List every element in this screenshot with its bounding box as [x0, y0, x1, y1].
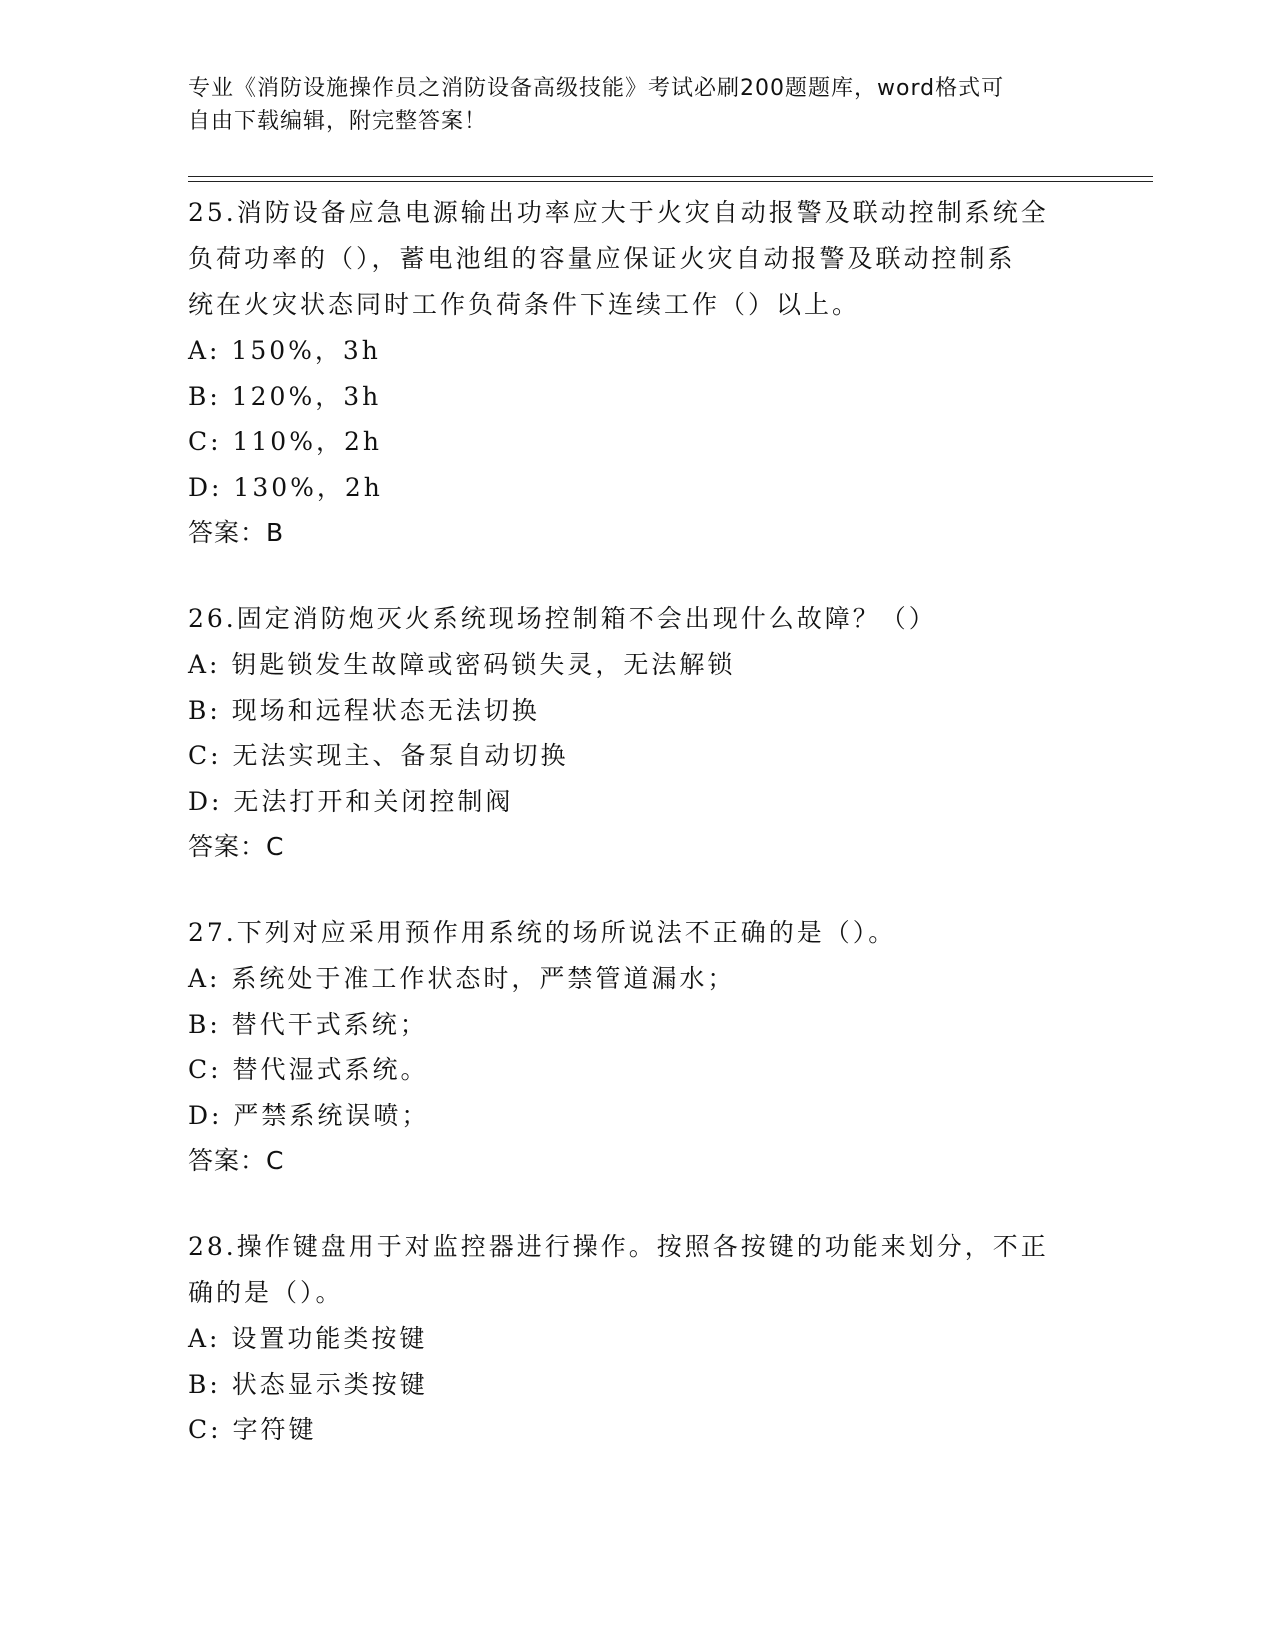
answer: 答案：B [188, 518, 285, 547]
option-b: B: 现场和远程状态无法切换 [188, 695, 540, 725]
question-text-line: 25.消防设备应急电源输出功率应大于火灾自动报警及联动控制系统全 [188, 198, 1049, 227]
question-28 [188, 1224, 1088, 1453]
option-d: D: 130%，2h [188, 472, 383, 502]
option-b: B: 状态显示类按键 [188, 1369, 428, 1399]
question-text-line: 确的是（）。 [188, 1278, 344, 1307]
question-text-line: 28.操作键盘用于对监控器进行操作。按照各按键的功能来划分，不正 [188, 1232, 1049, 1261]
header-line-1: 专业《消防设施操作员之消防设备高级技能》考试必刷200题题库，word格式可 [188, 76, 1005, 101]
question-text-line: 27.下列对应采用预作用系统的场所说法不正确的是（）。 [188, 918, 897, 947]
option-a: A: 系统处于准工作状态时，严禁管道漏水； [188, 964, 736, 993]
answer: 答案：C [188, 832, 285, 861]
option-c: C: 字符键 [188, 1415, 317, 1444]
option-a: A: 钥匙锁发生故障或密码锁失灵，无法解锁 [188, 650, 736, 679]
question-27 [188, 910, 1088, 1183]
document-header [188, 72, 1088, 138]
question-text-line: 统在火灾状态同时工作负荷条件下连续工作（）以上。 [188, 290, 861, 319]
option-a: A: 设置功能类按键 [188, 1324, 428, 1353]
option-d: D: 严禁系统误喷； [188, 1100, 430, 1130]
option-c: C: 替代湿式系统。 [188, 1055, 429, 1084]
header-divider-top [188, 176, 1153, 177]
option-c: C: 110%，2h [188, 427, 382, 456]
question-26 [188, 596, 1088, 869]
header-line-2: 自由下载编辑，附完整答案！ [188, 109, 488, 134]
question-text-line: 负荷功率的（），蓄电池组的容量应保证火灾自动报警及联动控制系 [188, 244, 1016, 273]
option-a: A: 150%，3h [188, 336, 381, 365]
question-list [188, 190, 1088, 1494]
answer: 答案：C [188, 1146, 285, 1175]
header-divider-bottom [188, 181, 1153, 182]
option-b: B: 120%，3h [188, 381, 382, 411]
question-text-line: 26.固定消防炮灭火系统现场控制箱不会出现什么故障？（） [188, 604, 937, 633]
option-c: C: 无法实现主、备泵自动切换 [188, 741, 569, 770]
option-d: D: 无法打开和关闭控制阀 [188, 786, 514, 816]
question-25 [188, 190, 1088, 555]
option-b: B: 替代干式系统； [188, 1009, 428, 1039]
